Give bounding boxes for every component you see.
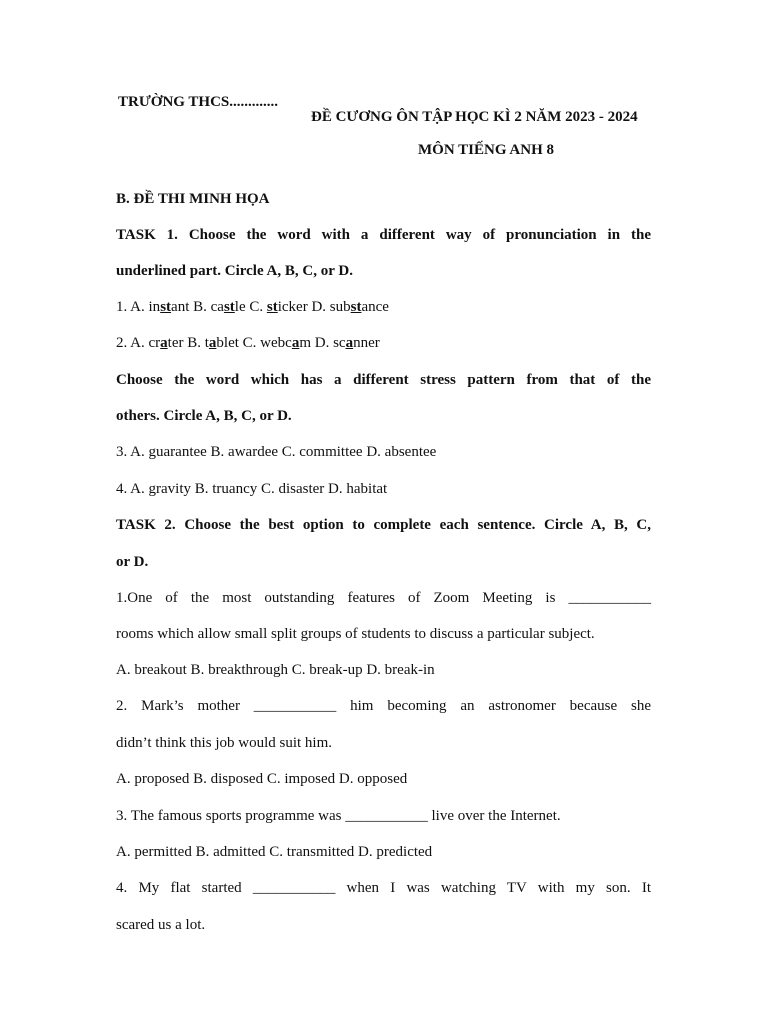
document-title: ĐỀ CƯƠNG ÔN TẬP HỌC KÌ 2 NĂM 2023 - 2024 <box>311 109 638 125</box>
q1-text: le C. <box>234 299 267 315</box>
q1-underlined-d: st <box>350 299 362 315</box>
task2-question-2-line2: didn’t think this job would suit him. <box>116 735 332 751</box>
task1-heading-line2: underlined part. Circle A, B, C, or D. <box>116 263 353 279</box>
q1-text: 1. A. in <box>116 299 161 315</box>
subject-title: MÔN TIẾNG ANH 8 <box>418 142 554 158</box>
q2-text: blet C. webc <box>216 335 292 351</box>
task2-heading-line2: or D. <box>116 554 149 570</box>
q2-text: m D. sc <box>299 335 346 351</box>
task1-heading-line1: TASK 1. Choose the word with a different way of pronunciation in the <box>116 227 651 243</box>
q2-text: ter B. t <box>167 335 209 351</box>
task2-question-1-line1: 1.One of the most outstanding features of Zoom Meeting is ___________ <box>116 590 651 606</box>
task2-question-3-options: A. permitted B. admitted C. transmitted D. predicted <box>116 844 433 860</box>
task2-question-2-line1: 2. Mark’s mother ___________ him becoming an astronomer because she <box>116 698 651 714</box>
task2-question-4-line1: 4. My flat started ___________ when I was watching TV with my son. It <box>116 880 651 896</box>
q1-underlined-b: st <box>223 299 235 315</box>
q1-text: ant B. ca <box>171 299 224 315</box>
task2-question-1-options: A. breakout B. breakthrough C. break-up D. break-in <box>116 662 435 678</box>
stress-instruction-line1: Choose the word which has a different stress pattern from that of the <box>116 372 651 388</box>
q1-text: icker D. sub <box>277 299 351 315</box>
q2-underlined-b: a <box>208 335 217 351</box>
stress-instruction-line2: others. Circle A, B, C, or D. <box>116 408 292 424</box>
q2-text: 2. A. cr <box>116 335 161 351</box>
task1-question-2 <box>116 333 651 353</box>
q2-underlined-a: a <box>160 335 168 351</box>
task1-question-1 <box>116 297 651 317</box>
task2-heading-line1: TASK 2. Choose the best option to complete each sentence. Circle A, B, C, <box>116 517 651 533</box>
section-heading: B. ĐỀ THI MINH HỌA <box>116 191 270 207</box>
task2-question-3-line1: 3. The famous sports programme was ___________ live over the Internet. <box>116 808 561 824</box>
task2-question-1-line2: rooms which allow small split groups of students to discuss a particular subject. <box>116 626 595 642</box>
q1-text: ance <box>361 299 389 315</box>
q2-text: nner <box>353 335 380 351</box>
task2-question-2-options: A. proposed B. disposed C. imposed D. opposed <box>116 771 408 787</box>
school-name: TRƯỜNG THCS............. <box>118 94 279 110</box>
task1-question-3: 3. A. guarantee B. awardee C. committee D. absentee <box>116 444 437 460</box>
q1-underlined-c: st <box>266 299 278 315</box>
q2-underlined-d: a <box>345 335 354 351</box>
task1-question-4: 4. A. gravity B. truancy C. disaster D. habitat <box>116 481 388 497</box>
task2-question-4-line2: scared us a lot. <box>116 917 206 933</box>
q2-underlined-c: a <box>291 335 300 351</box>
q1-underlined-a: st <box>160 299 172 315</box>
